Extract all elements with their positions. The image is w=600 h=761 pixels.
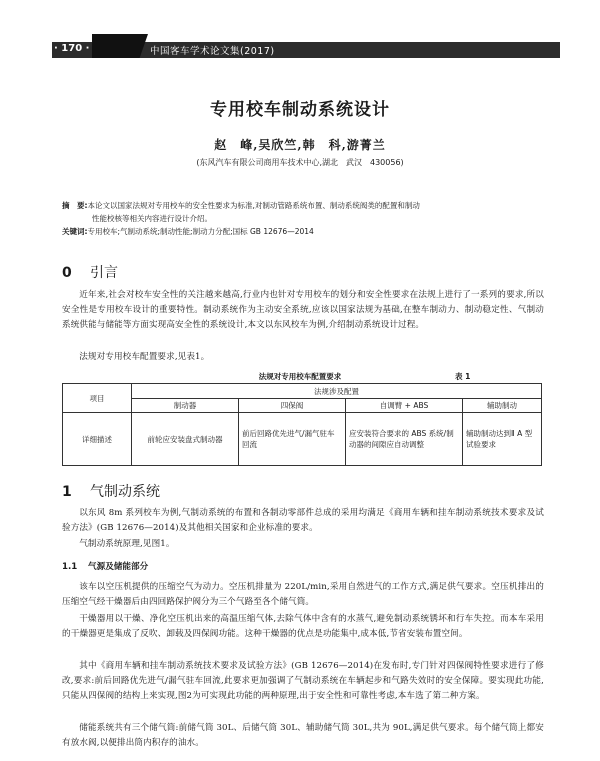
abstract-line-2: 性能校核等相关内容进行设计介绍。 bbox=[92, 214, 212, 223]
table-header-item: 项目 bbox=[63, 384, 132, 413]
table-row-label: 详细描述 bbox=[63, 413, 132, 466]
keywords: 专用校车;气制动系统;制动性能;制动力分配;国标 GB 12676—2014 bbox=[87, 227, 314, 236]
table-header-group: 法规涉及配置 bbox=[132, 384, 542, 399]
table-col-header: 制动器 bbox=[132, 399, 239, 413]
section-heading-air-brake: 1 气制动系统 bbox=[62, 484, 160, 500]
author-list: 赵 峰,吴欣竺,韩 科,游菁兰 bbox=[214, 138, 386, 152]
table-caption: 法规对专用校车配置要求 bbox=[258, 372, 342, 381]
header-graphic bbox=[92, 34, 148, 58]
section-heading-intro: 0 引言 bbox=[62, 265, 118, 281]
intro-paragraph-1: 近年来,社会对校车安全性的关注越来越高,行业内也针对专用校车的划分和安全性要求在法规上进行了一系列的要求,所以安全性是专用校车设计的重要特性。制动系统作为主动安全系统,应该以国家法规为基础,在整车制动力、制动稳定性、气制动系统供能与储能等方面实现高安全性的系统设计,本文以东风校车为例,介绍制动系统设计过程。 bbox=[62, 290, 544, 330]
table-col-header: 四保阀 bbox=[239, 399, 346, 413]
paper-title: 专用校车制动系统设计 bbox=[210, 100, 390, 120]
table-col-header: 辅助制动 bbox=[463, 399, 542, 413]
abstract-label: 摘 要: bbox=[62, 201, 88, 210]
keywords-line bbox=[62, 225, 542, 238]
keywords-label: 关键词: bbox=[62, 227, 88, 236]
affiliation: (东风汽车有限公司商用车技术中心,湖北 武汉 430056) bbox=[196, 158, 404, 167]
air-source-paragraph-4: 储能系统共有三个储气筒:前储气筒 30L、后储气筒 30L、辅助储气筒 30L,共为 90L,满足供气要求。每个储气筒上都安有放水阀,以便排出筒内积存的油水。 bbox=[62, 723, 544, 748]
table-cell: 前后回路优先进气/漏气驻车回流 bbox=[239, 413, 346, 466]
table-cell: 辅助制动达到Ⅱ A 型试验要求 bbox=[463, 413, 542, 466]
intro-paragraph-2: 法规对专用校车配置要求,见表1。 bbox=[79, 352, 210, 362]
table-cell: 前轮应安装盘式制动器 bbox=[132, 413, 239, 466]
abstract-line-1: 摘 要:本论文以国家法规对专用校车的安全性要求为标准,对制动管路系统布置、制动系统阀类的配置和制动 bbox=[62, 201, 420, 210]
air-source-paragraph-2: 干燥器用以干燥、净化空压机出来的高温压缩气体,去除气体中含有的水蒸气,避免制动系统锈坏和行车失控。而本车采用的干燥器更是集成了反吹、卸载及四保阀功能。这种干燥器的优点是功能集中,成本低,节省安装布置空间。 bbox=[62, 614, 544, 639]
table-col-header: 自调臂 + ABS bbox=[346, 399, 463, 413]
table-cell: 应安装符合要求的 ABS 系统/制动器的间隙应自动调整 bbox=[346, 413, 463, 466]
air-source-paragraph-1: 该车以空压机提供的压缩空气为动力。空压机排量为 220L/min,采用自然进气的工作方式,满足供气要求。空压机排出的压缩空气经干燥器后由四回路保护阀分为三个气路至各个储气筒。 bbox=[62, 582, 544, 607]
air-brake-paragraph-2: 气制动系统原理,见图1。 bbox=[79, 539, 175, 549]
config-requirements-table bbox=[62, 383, 542, 466]
journal-name: 中国客车学术论文集(2017) bbox=[150, 46, 275, 57]
air-source-paragraph-3: 其中《商用车辆和挂车制动系统技术要求及试验方法》(GB 12676—2014)在发布时,专门针对四保阀特性要求进行了修改,要求:前后回路优先进气/漏气驻车回流,此要求更加强调了气制动系统在车辆起步和气路失效时的安全保障。要实现此功能,只能从四保阀的结构上来实现,图2为可实现此功能的两种原理,出于安全性和可靠性考虑,本车选了第二种方案。 bbox=[62, 661, 544, 701]
subsection-heading-air-source: 1.1 气源及储能部分 bbox=[62, 562, 149, 572]
air-brake-paragraph-1: 以东风 8m 系列校车为例,气制动系统的布置和各制动零部件总成的采用均满足《商用车辆和挂车制动系统技术要求及试验方法》(GB 12676—2014)及其他相关国家和企业标准的要求。 bbox=[62, 508, 544, 533]
page-number: · 170 · bbox=[54, 43, 90, 54]
abstract bbox=[62, 199, 542, 238]
table-number: 表 1 bbox=[455, 372, 471, 381]
